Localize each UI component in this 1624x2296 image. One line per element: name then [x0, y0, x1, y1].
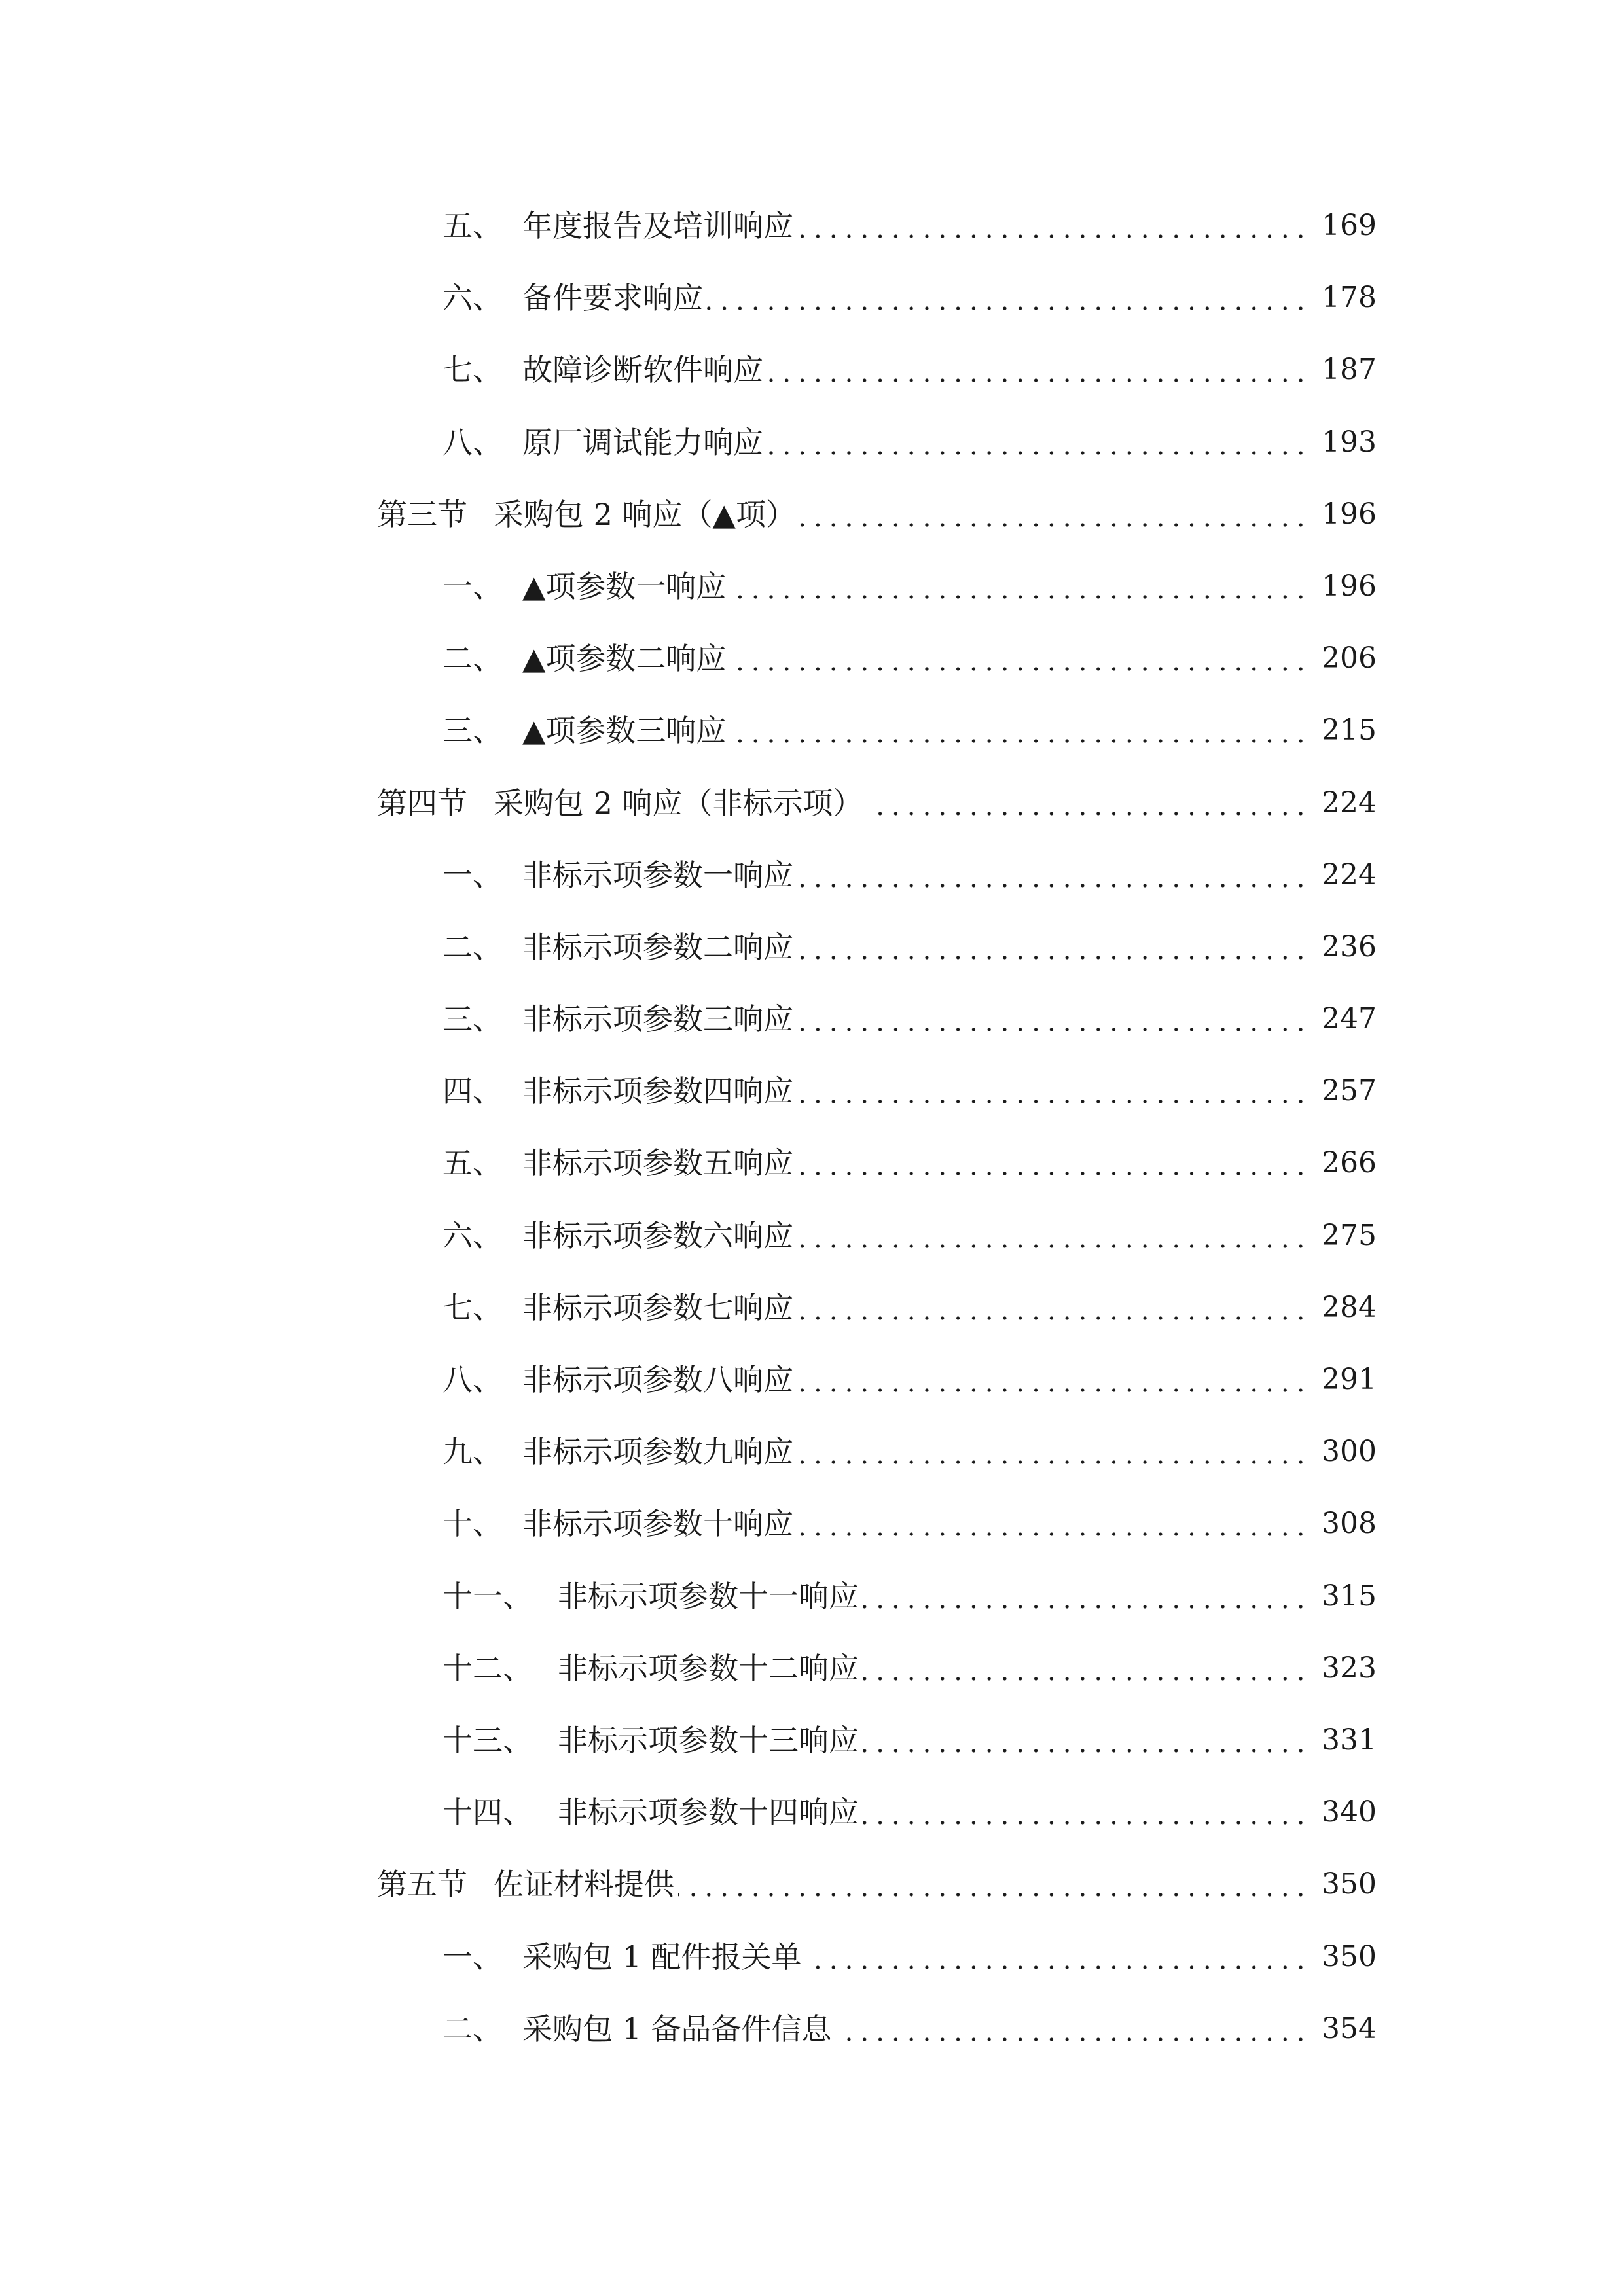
toc-entry-label: [442, 922, 793, 973]
toc-entry-number: 八、: [442, 1362, 503, 1397]
dot-leader: [863, 1677, 1308, 1681]
dot-leader: [797, 1028, 1308, 1031]
toc-entry-label: [442, 994, 793, 1045]
toc-entry-page: 224: [1322, 857, 1377, 891]
toc-entry-title: 非标示项参数十三响应: [558, 1722, 859, 1758]
dot-leader: [730, 739, 1308, 743]
dot-leader: [767, 378, 1308, 382]
toc-entry-label: [442, 1426, 793, 1477]
toc-entry[interactable]: [0, 344, 1624, 416]
toc-entry[interactable]: [0, 417, 1624, 489]
toc-entry-label: [442, 705, 726, 756]
toc-entry[interactable]: [0, 922, 1624, 994]
toc-entry-title: 非标示项参数一响应: [522, 857, 793, 893]
toc-entry-number: 十四、: [442, 1795, 533, 1831]
toc-entry-title: 采购包 1 配件报关单: [522, 1939, 802, 1975]
toc-section-entry[interactable]: [0, 1859, 1624, 1931]
toc-entry[interactable]: [0, 1354, 1624, 1426]
dot-leader: [867, 812, 1308, 816]
toc-entry[interactable]: [0, 2003, 1624, 2075]
toc-entry-number: 十二、: [442, 1650, 533, 1686]
dot-leader: [797, 956, 1308, 960]
toc-section-number: 第四节: [377, 785, 467, 821]
toc-entry-title: 非标示项参数八响应: [522, 1362, 793, 1397]
toc-entry-number: 六、: [442, 1217, 503, 1253]
toc-entry[interactable]: [0, 1715, 1624, 1787]
toc-entry-label: [442, 1354, 793, 1405]
toc-entry-title: 佐证材料提供: [494, 1867, 674, 1903]
toc-entry-page: 315: [1322, 1579, 1377, 1613]
dot-leader: [797, 234, 1308, 238]
toc-entry-label: [442, 200, 793, 251]
toc-entry-number: 四、: [442, 1073, 503, 1109]
toc-entry-page: 206: [1322, 641, 1377, 675]
toc-entry-title: ▲项参数二响应: [522, 641, 727, 677]
toc-entry-number: 十一、: [442, 1578, 533, 1614]
toc-entry-number: 五、: [442, 1145, 503, 1181]
toc-entry-page: 323: [1322, 1651, 1377, 1685]
toc-entry-number: 三、: [442, 1001, 503, 1037]
toc-entry-title: 非标示项参数五响应: [522, 1145, 793, 1181]
toc-entry[interactable]: [0, 1787, 1624, 1859]
toc-entry-title: 非标示项参数九响应: [522, 1434, 793, 1470]
dot-leader: [730, 667, 1308, 671]
toc-entry-label: [442, 344, 763, 395]
toc-entry-title: 非标示项参数三响应: [522, 1001, 793, 1037]
toc-entry-number: 一、: [442, 568, 503, 604]
dot-leader: [797, 1244, 1308, 1248]
dot-leader: [797, 1100, 1308, 1103]
toc-entry-page: 196: [1322, 497, 1377, 531]
toc-entry-label: [442, 1282, 793, 1333]
toc-entry-title: 采购包 2 响应（非标示项）: [494, 785, 863, 821]
toc-entry-title: 采购包 1 备品备件信息: [522, 2011, 832, 2047]
dot-leader: [863, 1605, 1308, 1609]
dot-leader: [797, 1388, 1308, 1392]
toc-entry-number: 二、: [442, 641, 503, 677]
toc-entry[interactable]: [0, 200, 1624, 272]
toc-entry-page: 178: [1322, 281, 1377, 315]
toc-entry-number: 二、: [442, 2011, 503, 2047]
toc-entry[interactable]: [0, 705, 1624, 777]
toc-entry[interactable]: [0, 1138, 1624, 1210]
toc-entry-label: [377, 778, 863, 829]
toc-entry[interactable]: [0, 1643, 1624, 1715]
table-of-contents: [0, 200, 1624, 2075]
toc-entry-label: [377, 1859, 674, 1910]
toc-entry-number: 七、: [442, 1289, 503, 1325]
toc-entry-page: 196: [1322, 569, 1377, 603]
toc-entry[interactable]: [0, 1282, 1624, 1354]
toc-entry-page: 224: [1322, 785, 1377, 819]
dot-leader: [767, 451, 1308, 455]
toc-entry-label: [442, 1643, 859, 1694]
toc-entry-title: 年度报告及培训响应: [522, 208, 793, 243]
dot-leader: [800, 523, 1308, 527]
toc-entry-page: 291: [1322, 1363, 1377, 1396]
toc-entry[interactable]: [0, 1498, 1624, 1570]
toc-section-entry[interactable]: [0, 778, 1624, 850]
dot-leader: [836, 2037, 1308, 2041]
dot-leader: [797, 1172, 1308, 1175]
toc-entry-title: 非标示项参数十四响应: [558, 1795, 859, 1831]
toc-entry-label: [442, 1498, 793, 1549]
toc-entry[interactable]: [0, 1210, 1624, 1282]
toc-entry-page: 350: [1322, 1867, 1377, 1901]
toc-section-number: 第五节: [377, 1867, 467, 1903]
toc-entry-page: 354: [1322, 2011, 1377, 2045]
toc-entry-title: 采购包 2 响应（▲项）: [494, 496, 796, 532]
toc-entry-title: 备件要求响应: [522, 280, 703, 316]
toc-entry-page: 350: [1322, 1939, 1377, 1973]
toc-entry-label: [442, 633, 726, 684]
toc-entry[interactable]: [0, 850, 1624, 922]
toc-entry-number: 十、: [442, 1506, 503, 1542]
toc-entry-page: 215: [1322, 713, 1377, 747]
toc-entry-number: 六、: [442, 280, 503, 316]
toc-entry-title: ▲项参数三响应: [522, 713, 727, 749]
toc-entry[interactable]: [0, 1066, 1624, 1138]
toc-entry-label: [442, 1931, 802, 1982]
dot-leader: [806, 1965, 1308, 1969]
toc-entry-label: [442, 1715, 859, 1766]
dot-leader: [863, 1749, 1308, 1753]
toc-entry-number: 七、: [442, 352, 503, 388]
toc-entry-title: 非标示项参数十一响应: [558, 1578, 859, 1614]
toc-entry-label: [377, 489, 796, 540]
toc-entry-page: 266: [1322, 1146, 1377, 1180]
toc-entry-label: [442, 1571, 859, 1622]
toc-entry-page: 275: [1322, 1218, 1377, 1252]
toc-entry[interactable]: [0, 633, 1624, 705]
toc-entry-title: ▲项参数一响应: [522, 568, 727, 604]
toc-entry-number: 九、: [442, 1434, 503, 1470]
toc-entry-title: 原厂调试能力响应: [522, 424, 763, 460]
toc-entry-title: 故障诊断软件响应: [522, 352, 763, 388]
dot-leader: [730, 595, 1308, 599]
toc-entry-page: 308: [1322, 1507, 1377, 1541]
toc-entry-title: 非标示项参数十二响应: [558, 1650, 859, 1686]
toc-entry-title: 非标示项参数四响应: [522, 1073, 793, 1109]
toc-section-number: 第三节: [377, 496, 467, 532]
toc-entry-page: 169: [1322, 209, 1377, 242]
dot-leader: [797, 1460, 1308, 1464]
toc-entry-label: [442, 272, 703, 323]
toc-entry-page: 193: [1322, 425, 1377, 459]
toc-entry-number: 十三、: [442, 1722, 533, 1758]
dot-leader: [797, 884, 1308, 888]
toc-section-entry[interactable]: [0, 489, 1624, 561]
dot-leader: [678, 1893, 1308, 1897]
toc-entry-page: 331: [1322, 1723, 1377, 1757]
toc-entry-label: [442, 417, 763, 468]
toc-entry[interactable]: [0, 994, 1624, 1066]
dot-leader: [707, 306, 1308, 310]
toc-entry-label: [442, 850, 793, 901]
toc-entry-page: 187: [1322, 353, 1377, 387]
toc-entry-title: 非标示项参数二响应: [522, 929, 793, 965]
toc-entry-label: [442, 1066, 793, 1117]
toc-entry-page: 247: [1322, 1002, 1377, 1036]
toc-entry-label: [442, 2003, 832, 2054]
toc-entry-page: 340: [1322, 1795, 1377, 1829]
toc-entry[interactable]: [0, 1571, 1624, 1643]
toc-entry[interactable]: [0, 1931, 1624, 2003]
toc-entry-page: 236: [1322, 929, 1377, 963]
toc-entry-page: 300: [1322, 1435, 1377, 1469]
toc-entry-page: 284: [1322, 1290, 1377, 1324]
toc-entry-number: 五、: [442, 208, 503, 243]
dot-leader: [797, 1316, 1308, 1320]
toc-entry-title: 非标示项参数十响应: [522, 1506, 793, 1542]
toc-entry-label: [442, 1787, 859, 1838]
toc-entry-title: 非标示项参数六响应: [522, 1217, 793, 1253]
toc-entry-page: 257: [1322, 1074, 1377, 1108]
toc-entry-label: [442, 561, 726, 612]
toc-entry-number: 三、: [442, 713, 503, 749]
toc-entry[interactable]: [0, 1426, 1624, 1498]
toc-entry[interactable]: [0, 561, 1624, 633]
toc-entry[interactable]: [0, 272, 1624, 344]
toc-entry-number: 二、: [442, 929, 503, 965]
toc-entry-number: 一、: [442, 1939, 503, 1975]
toc-entry-number: 一、: [442, 857, 503, 893]
dot-leader: [797, 1532, 1308, 1536]
toc-entry-label: [442, 1138, 793, 1189]
toc-entry-label: [442, 1210, 793, 1261]
toc-entry-title: 非标示项参数七响应: [522, 1289, 793, 1325]
dot-leader: [863, 1821, 1308, 1825]
toc-entry-number: 八、: [442, 424, 503, 460]
